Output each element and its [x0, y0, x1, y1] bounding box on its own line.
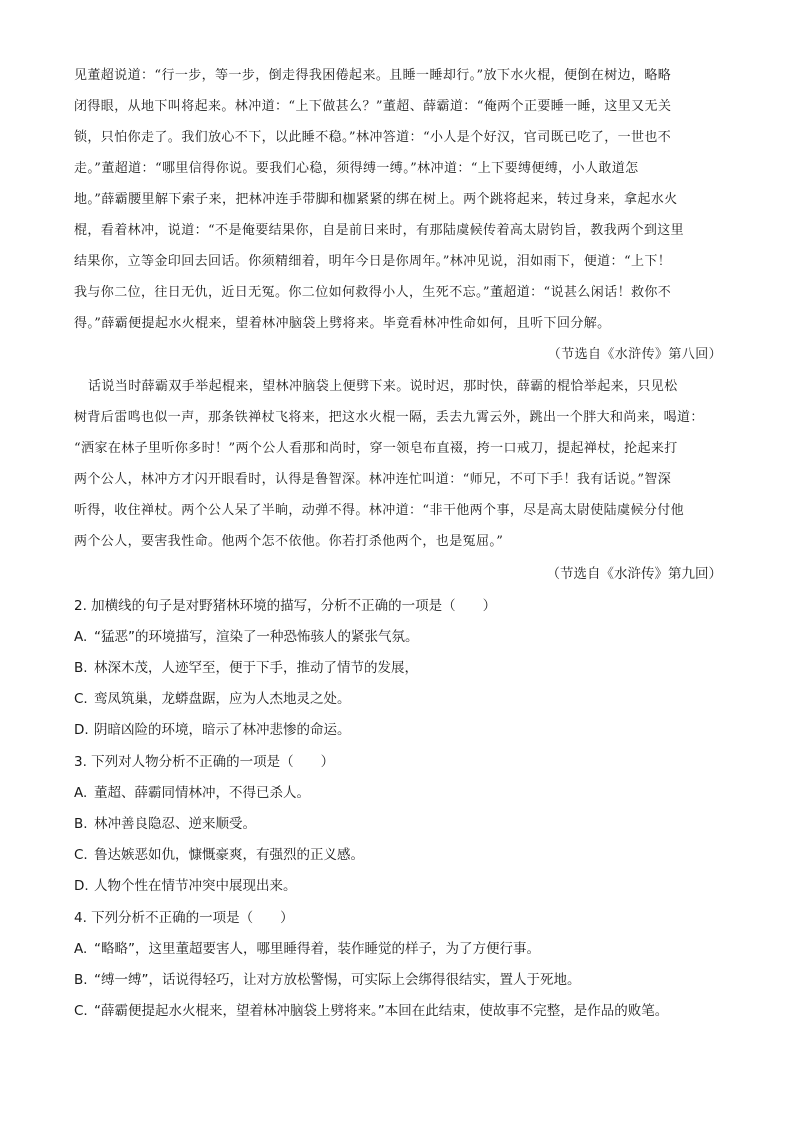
- question-2-option-b[interactable]: [74, 658, 722, 678]
- option-label: C.: [74, 1003, 88, 1019]
- option-text: 林冲善良隐忍、逆来顺受。: [94, 816, 256, 832]
- passage2-line-2: 树背后雷鸣也似一声，那条铁禅杖飞将来，把这水火棍一隔，丢去九霄云外，跳出一个胖大和尚来，喝道：: [74, 410, 704, 425]
- question-4-option-c[interactable]: [74, 1001, 722, 1021]
- passage2-line-5: 听得，收住禅杖。两个公人呆了半晌，动弹不得。林冲道：“非干他两个事，尽是高太尉使陆虞候分付他: [74, 503, 685, 518]
- option-text: 鲁达嫉恶如仇，慷慨豪爽，有强烈的正义感。: [94, 847, 364, 863]
- question-3-stem: 3. 下列对人物分析不正确的一项是（ ）: [74, 754, 335, 770]
- option-label: C.: [74, 847, 88, 863]
- option-text: “猛恶”的环境描写，渲染了一种恐怖骇人的紧张气氛。: [94, 629, 419, 645]
- passage1-line-2: 闭得眼，从地下叫将起来。林冲道：“上下做甚么？”董超、薛霸道：“俺两个正要睡一睡，这里又无关: [74, 99, 672, 114]
- passage1-line-4: 走。”董超道：“哪里信得你说。要我们心稳，须得缚一缚。”林冲道：“上下要缚便缚，小人敢道怎: [74, 161, 639, 176]
- question-2-option-c[interactable]: [74, 689, 722, 709]
- question-3-option-c[interactable]: [74, 845, 722, 865]
- passage1-line-7: 结果你，立等金印回去回话。你须精细着，明年今日是你周年。”林冲见说，泪如雨下，便道：“上下！: [74, 254, 672, 269]
- option-text: 林深木茂，人迹罕至，便于下手，推动了情节的发展，: [94, 660, 418, 676]
- option-label: B.: [74, 816, 88, 832]
- option-text: “略略”，这里董超要害人，哪里睡得着，装作睡觉的样子，为了方便行事。: [94, 941, 540, 957]
- source-citation-2: （节选自《水浒传》第九回）: [546, 566, 722, 582]
- option-label: D.: [74, 722, 89, 738]
- question-4-option-b[interactable]: [74, 970, 722, 990]
- option-text: “缚一缚”，话说得轻巧，让对方放松警惕，可实际上会绑得很结实，置人于死地。: [94, 972, 581, 988]
- passage2-line-6: 两个公人，要害我性命。他两个怎不依他。你若打杀他两个，也是冤屈。”: [74, 534, 504, 549]
- question-3-option-d[interactable]: [74, 876, 722, 896]
- question-3-option-b[interactable]: [74, 814, 722, 834]
- passage1-line-6: 棍，看着林冲，说道：“不是俺要结果你，自是前日来时，有那陆虞候传着高太尉钧旨，教我两个到这里: [74, 223, 685, 238]
- option-label: A.: [74, 629, 88, 645]
- passage2-line-3: “洒家在林子里听你多时！”两个公人看那和尚时，穿一领皂布直裰，挎一口戒刀，提起禅杖，抡起来打: [74, 441, 678, 456]
- question-2-stem: 2. 加横线的句子是对野猪林环境的描写，分析不正确的一项是（ ）: [74, 598, 497, 614]
- option-text: 董超、薛霸同情林冲，不得已杀人。: [94, 785, 310, 801]
- source-citation-1: （节选自《水浒传》第八回）: [547, 347, 722, 362]
- passage1-line-3: 锁，只怕你走了。我们放心不下，以此睡不稳。”林冲答道：“小人是个好汉，官司既已吃了，一世也不: [74, 130, 672, 145]
- option-text: “薛霸便提起水火棍来，望着林冲脑袋上劈将来。”本回在此结束，使故事不完整，是作品的败笔。: [94, 1003, 669, 1019]
- option-label: C.: [74, 691, 88, 707]
- passage1-line-5: 地。”薛霸腰里解下索子来，把林冲连手带脚和枷紧紧的绑在树上。两个跳将起来，转过身来，拿起水火: [74, 192, 678, 207]
- option-text: 人物个性在情节冲突中展现出来。: [94, 878, 297, 894]
- passage1-line-1: 见董超说道：“行一步，等一步，倒走得我困倦起来。且睡一睡却行。”放下水火棍，便倒在树边，略略: [74, 68, 672, 83]
- option-text: 鸾凤筑巢，龙蟒盘踞，应为人杰地灵之处。: [94, 691, 351, 707]
- option-label: D.: [74, 878, 89, 894]
- passage1-line-9: 得。”薛霸便提起水火棍来，望着林冲脑袋上劈将来。毕竟看林冲性命如何，且听下回分解。: [74, 316, 611, 331]
- question-4-stem: 4. 下列分析不正确的一项是（ ）: [74, 910, 294, 926]
- question-3-option-a[interactable]: [74, 783, 722, 803]
- passage1-line-8: 我与你二位，往日无仇，近日无冤。你二位如何救得小人，生死不忘。”董超道：“说甚么闲话！救你不: [74, 285, 672, 300]
- option-label: B.: [74, 972, 88, 988]
- option-label: A.: [74, 785, 88, 801]
- option-label: A.: [74, 941, 88, 957]
- passage2-line-4: 两个公人，林冲方才闪开眼看时，认得是鲁智深。林冲连忙叫道：“师兄，不可下手！我有话说。”智深: [74, 472, 672, 487]
- question-2-option-a[interactable]: [74, 627, 722, 647]
- question-4-option-a[interactable]: [74, 939, 722, 959]
- option-text: 阴暗凶险的环境，暗示了林冲悲惨的命运。: [94, 722, 351, 738]
- question-2-option-d[interactable]: [74, 720, 722, 740]
- option-label: B.: [74, 660, 88, 676]
- passage2-line-1: 话说当时薛霸双手举起棍来，望林冲脑袋上便劈下来。说时迟，那时快，薛霸的棍恰举起来，只见松: [88, 379, 678, 394]
